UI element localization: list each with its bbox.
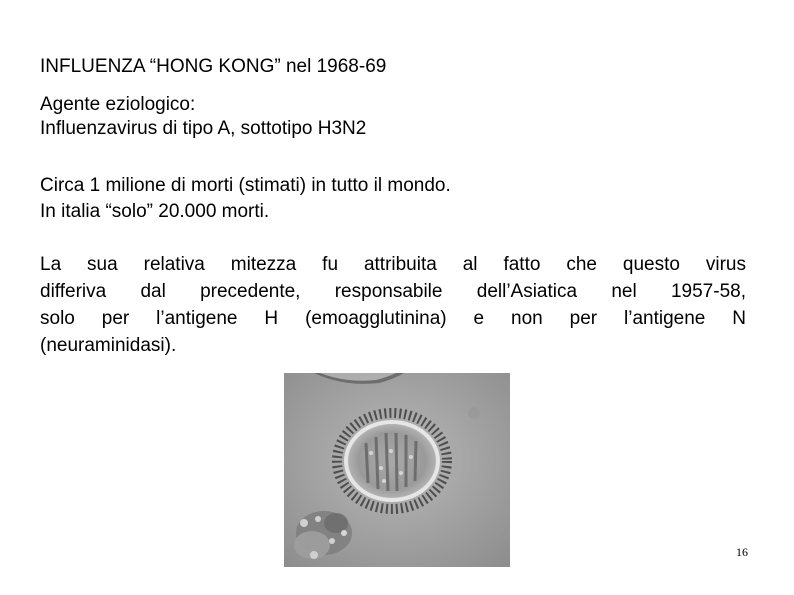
agent-value: Influenzavirus di tipo A, sottotipo H3N2 — [40, 118, 367, 139]
page-number: 16 — [736, 545, 748, 559]
paragraph-line: solo per l’antigene H (emoagglutinina) e non per l’antigene N — [40, 308, 746, 329]
virus-micrograph — [284, 373, 510, 567]
paragraph-line: La sua relativa mitezza fu attribuita al fatto che questo virus — [40, 254, 746, 275]
slide-title: INFLUENZA “HONG KONG” nel 1968-69 — [40, 56, 387, 77]
deaths-world: Circa 1 milione di morti (stimati) in tutto il mondo. — [40, 175, 451, 196]
paragraph-line: differiva dal precedente, responsabile dell’Asiatica nel 1957-58, — [40, 281, 746, 302]
mildness-paragraph — [40, 251, 746, 359]
paragraph-line: (neuraminidasi). — [40, 335, 177, 356]
agent-label: Agente eziologico: — [40, 94, 196, 115]
deaths-italy: In italia “solo” 20.000 morti. — [40, 201, 270, 222]
